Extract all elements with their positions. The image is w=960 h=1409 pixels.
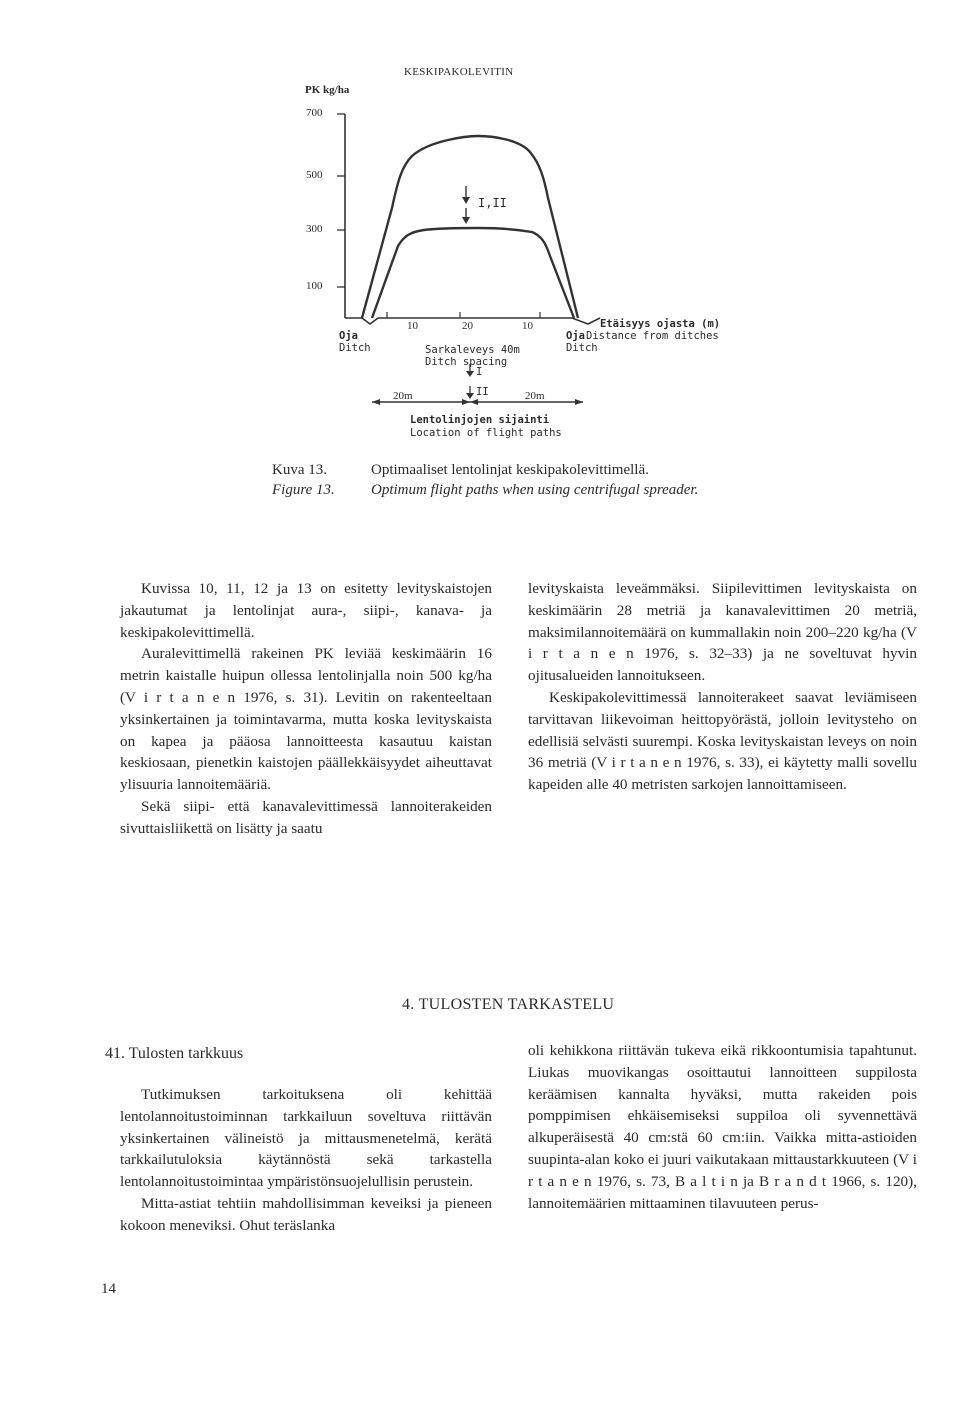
caption-fi-text: Optimaaliset lentolinjat keskipakolevittimellä.: [371, 462, 649, 478]
flight-arrowhead-lower: [462, 217, 470, 224]
y-tick-label: 500: [306, 169, 323, 181]
distance-label-en: Distance from ditches: [586, 330, 719, 342]
left-ditch-label: [339, 330, 371, 354]
span-right-label: 20m: [525, 390, 545, 402]
left-ditch-en: Ditch: [339, 342, 371, 354]
figure-13: [0, 0, 960, 500]
figure-title: KESKIPAKOLEVITIN: [404, 66, 514, 78]
flight-arrowhead-upper: [462, 197, 470, 204]
subsection-title: 41. Tulosten tarkkuus: [105, 1045, 244, 1062]
flight-location-en: Location of flight paths: [410, 427, 562, 439]
paragraph: Sekä siipi- että kanavalevittimessä lannoiterakeiden sivuttaisliikettä on lisätty ja saatu: [120, 797, 492, 837]
y-tick-label: 300: [306, 223, 323, 235]
body-lower-left: [120, 1084, 492, 1237]
paragraph: oli kehikkona riittävän tukeva eikä rikkoontumisia tapahtunut. Liukas muovikangas osoittautui lannoitteen suppilosta keräämisen kannalta hyväksi, mutta rakeiden pois pomppimisen ehkäisemiseksi suppiloa oli syvennettävä alkuperäisestä 40 cm:stä 60 cm:iin. Vaikka mitta-astioiden suupinta-alan koko ei juuri vaikutakaan mittaustarkkuuteen (V i r t a n e n 1976, s. 73, B a l t i n ja B r a n d t 1966, s. 120), lannoitemäärien mittaaminen tilavuuteen perus-: [528, 1042, 917, 1212]
marker-i-label: I: [476, 366, 483, 378]
flight-marker-label: I,II: [478, 196, 507, 210]
x-tick-label: 20: [462, 320, 473, 332]
arrowhead-ii: [466, 393, 474, 399]
strip-width-label: [425, 344, 520, 368]
span-left-label: 20m: [393, 390, 413, 402]
strip-width-en: Ditch spacing: [425, 356, 508, 368]
strip-width-fi: Sarkaleveys 40m: [425, 344, 520, 356]
paragraph: Auralevittimellä rakeinen PK leviää keskimäärin 16 metrin kaistalle huipun ollessa lentolinjalla noin 500 kg/ha (V i r t a n e n 1976, s. 31). Levitin on rakenteeltaan yksinkertainen ja toimintavarma, mutta koska levityskaista on kapea ja pääosa lannoitteesta kasautuu kaistan keskiosaan, pienetkin kaistojen päällekkäisyydet aiheuttavat ylisuuria lannoitemääriä.: [120, 645, 492, 794]
flight-location-fi: Lentolinjojen sijainti: [410, 414, 550, 426]
caption-en-text: Optimum flight paths when using centrifugal spreader.: [371, 482, 699, 498]
y-tick-label: 700: [306, 107, 323, 119]
y-tick-label: 100: [306, 280, 323, 292]
span-arrow-left: [372, 399, 380, 405]
distance-label-fi: Etäisyys ojasta (m): [600, 318, 721, 330]
body-upper-right: [528, 578, 917, 796]
section-title: 4. TULOSTEN TARKASTELU: [402, 996, 615, 1013]
arrowhead-i: [466, 371, 474, 377]
paragraph: Mitta-astiat tehtiin mahdollisimman keveiksi ja pieneen kokoon meneviksi. Ohut teräslanka: [120, 1194, 492, 1234]
body-lower-right: [528, 1040, 917, 1214]
y-axis-unit: PK kg/ha: [305, 84, 350, 96]
caption-en-label: Figure 13.: [272, 482, 335, 498]
right-ditch-fi: Oja: [566, 330, 585, 342]
caption-fi: [272, 460, 649, 480]
x-tick-label: 10: [522, 320, 533, 332]
left-ditch-fi: Oja: [339, 330, 358, 342]
series-inner-curve: [372, 228, 574, 318]
caption-en: [272, 480, 698, 500]
span-arrow-center-a: [462, 399, 470, 405]
caption-fi-label: Kuva 13.: [272, 462, 327, 478]
span-arrow-right: [575, 399, 583, 405]
paragraph: levityskaista leveämmäksi. Siipilevittimen levityskaista on keskimäärin 28 metriä ja kanavalevittimen 20 metriä, maksimilannoitemäärä on kummallakin noin 200–220 kg/ha (V i r t a n e n 1976, s. 32–33) ja ne soveltuvat hyvin ojitusalueiden lannoitukseen.: [528, 580, 917, 685]
distance-label: [586, 318, 721, 342]
paragraph: Kuvissa 10, 11, 12 ja 13 on esitetty levityskaistojen jakautumat ja lentolinjat aura-, siipi-, kanava- ja keskipakolevittimellä.: [120, 580, 492, 641]
page-number: 14: [101, 1281, 116, 1297]
paragraph: Keskipakolevittimessä lannoiterakeet saavat leviämiseen tarvittavan liikevoiman heittopyörästä, jolloin levitysteho on edellisiä selvästi suurempi. Koska levityskaistan leveys on noin 36 metriä (V i r t a n e n 1976, s. 33), ei käytetty malli sovellu kapeiden alle 40 metristen sarkojen lannoittamiseen.: [528, 688, 917, 794]
marker-ii-label: II: [476, 386, 489, 398]
span-arrow-center-b: [470, 399, 478, 405]
paragraph: Tutkimuksen tarkoituksena oli kehittää lentolannoitustoiminnan tarkkailuun soveltuva riittävän yksinkertainen välineistö ja mittausmenetelmä, kerätä tarkkailutuloksia käytännöstä sekä tarkastella lentolannoitustoimintaa ympäristönsuojelullisin perustein.: [120, 1086, 492, 1191]
right-ditch-en: Ditch: [566, 342, 598, 354]
x-tick-label: 10: [407, 320, 418, 332]
flight-location-label: [410, 414, 562, 440]
body-upper-left: [120, 578, 492, 840]
